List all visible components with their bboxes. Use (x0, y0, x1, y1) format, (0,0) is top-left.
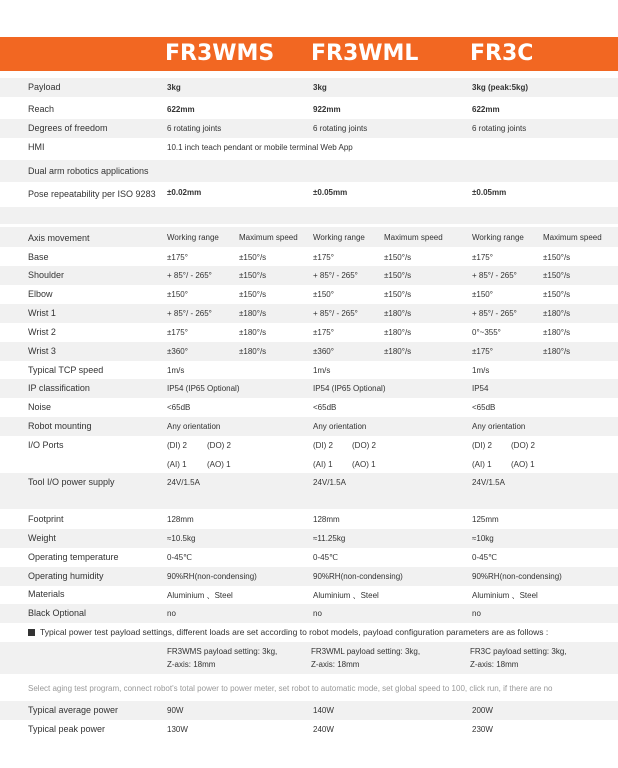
joint-range: + 85°/ - 265° (472, 271, 517, 280)
joint-speed: ±180°/s (384, 309, 412, 318)
spec-row-dual-arm (0, 160, 618, 182)
joint-range: + 85°/ - 265° (167, 271, 212, 280)
joint-label: Wrist 2 (28, 327, 56, 337)
spec-value: Any orientation (472, 422, 526, 431)
io-do: (DO) 2 (207, 441, 231, 450)
joint-speed: ±180°/s (543, 328, 571, 337)
spec-value: 24V/1.5A (313, 478, 346, 487)
io-ao: (AO) 1 (207, 460, 231, 469)
spec-label: Reach (28, 104, 55, 114)
axis-label: Axis movement (28, 233, 90, 243)
spec-label: Operating humidity (28, 571, 104, 581)
payload-setting-line: FR3WMS payload setting: 3kg, (167, 647, 278, 656)
spec-value: 230W (472, 725, 493, 734)
joint-speed: ±150°/s (384, 271, 412, 280)
spec-value: ≈10kg (472, 534, 494, 543)
range-header: Working range (472, 233, 524, 242)
spec-value: ≈10.5kg (167, 534, 196, 543)
spec-label: Payload (28, 82, 61, 92)
spec-label: Pose repeatability per ISO 9283 (28, 189, 156, 199)
spec-value: 128mm (167, 515, 194, 524)
joint-speed: ±180°/s (384, 328, 412, 337)
spec-row-footprint (0, 510, 618, 529)
joint-label: Wrist 1 (28, 308, 56, 318)
spec-row-repeatability (0, 182, 618, 204)
range-header: Working range (167, 233, 219, 242)
joint-range: ±175° (472, 347, 493, 356)
spec-label: Degrees of freedom (28, 123, 108, 133)
io-ai: (AI) 1 (472, 460, 492, 469)
joint-row-wrist-2 (0, 323, 618, 342)
spec-value: <65dB (472, 403, 496, 412)
spec-value: IP54 (IP65 Optional) (313, 384, 386, 393)
model-name-fr3c: FR3C (470, 41, 534, 66)
io-do: (DO) 2 (352, 441, 376, 450)
joint-range: ±150° (167, 290, 188, 299)
spec-value: 130W (167, 725, 188, 734)
joint-speed: ±180°/s (239, 328, 267, 337)
joint-range: 0°~355° (472, 328, 501, 337)
spec-value: <65dB (313, 403, 337, 412)
spec-value: no (472, 609, 481, 618)
joint-row-wrist-3 (0, 342, 618, 361)
spec-value: 6 rotating joints (472, 124, 527, 133)
spacer-band (0, 492, 618, 509)
spec-value: 1m/s (167, 366, 185, 375)
joint-range: ±150° (313, 290, 334, 299)
speed-header: Maximum speed (239, 233, 298, 242)
joint-speed: ±180°/s (239, 347, 267, 356)
aging-note-row (0, 680, 618, 698)
spec-value: 10.1 inch teach pendant or mobile terminal Web App (167, 143, 353, 152)
spec-value: 200W (472, 706, 493, 715)
spec-value: ±0.05mm (313, 188, 348, 197)
spec-row-hmi (0, 138, 618, 157)
spec-value: 90%RH(non-condensing) (472, 572, 562, 581)
joint-range: ±150° (472, 290, 493, 299)
spec-value: no (167, 609, 176, 618)
spec-value: 90%RH(non-condensing) (167, 572, 257, 581)
payload-setting-line: Z-axis: 18mm (311, 660, 360, 669)
square-bullet-icon (28, 629, 35, 636)
spec-row-materials (0, 585, 618, 604)
spec-value: Aluminium 、Steel (472, 591, 538, 600)
joint-range: + 85°/ - 265° (472, 309, 517, 318)
spec-row-noise (0, 398, 618, 417)
speed-header: Maximum speed (543, 233, 602, 242)
spec-value: <65dB (167, 403, 191, 412)
io-di: (DI) 2 (472, 441, 492, 450)
spec-label: Typical peak power (28, 724, 106, 734)
header-bar (0, 37, 618, 71)
spec-value: 90W (167, 706, 184, 715)
spec-row-reach (0, 100, 618, 119)
spec-value: no (313, 609, 322, 618)
spec-value: 3kg (peak:5kg) (472, 83, 529, 92)
spec-value: 0-45℃ (472, 553, 497, 562)
spec-row-black-optional (0, 604, 618, 623)
spec-row-weight (0, 529, 618, 548)
spec-label: Typical TCP speed (28, 365, 104, 375)
range-header: Working range (313, 233, 365, 242)
spec-value: 922mm (313, 105, 341, 114)
joint-speed: ±150°/s (543, 271, 571, 280)
spec-label: Tool I/O power supply (28, 477, 115, 487)
aging-note: Select aging test program, connect robot's total power to power meter, set robot to automatic mode, set global speed to 100, click run, if there are no (28, 684, 553, 693)
io-ai: (AI) 1 (313, 460, 333, 469)
joint-range: ±175° (167, 253, 188, 262)
spec-label: IP classification (28, 383, 90, 393)
spec-label: Dual arm robotics applications (28, 166, 149, 176)
spec-value: 1m/s (472, 366, 490, 375)
axis-header-row (0, 227, 618, 247)
spec-label: Robot mounting (28, 421, 92, 431)
joint-range: ±175° (472, 253, 493, 262)
spec-value: 3kg (313, 83, 327, 92)
joint-label: Shoulder (28, 270, 65, 280)
model-name-fr3wms: FR3WMS (165, 41, 275, 66)
payload-setting-line: Z-axis: 18mm (167, 660, 216, 669)
joint-speed: ±150°/s (384, 253, 412, 262)
joint-speed: ±180°/s (239, 309, 267, 318)
payload-setting-line: Z-axis: 18mm (470, 660, 519, 669)
spec-row-peak-power (0, 720, 618, 739)
payload-settings-row (0, 642, 618, 674)
joint-range: ±175° (167, 328, 188, 337)
joint-speed: ±150°/s (543, 290, 571, 299)
joint-speed: ±150°/s (384, 290, 412, 299)
joint-range: + 85°/ - 265° (167, 309, 212, 318)
spec-label: Black Optional (28, 608, 87, 618)
spec-value: ±0.05mm (472, 188, 507, 197)
joint-speed: ±150°/s (543, 253, 571, 262)
spec-value: 90%RH(non-condensing) (313, 572, 403, 581)
spec-value: IP54 (IP65 Optional) (167, 384, 240, 393)
joint-speed: ±150°/s (239, 271, 267, 280)
spec-value: 24V/1.5A (167, 478, 200, 487)
joint-range: ±175° (313, 253, 334, 262)
spec-label: Noise (28, 402, 52, 412)
spec-value: 24V/1.5A (472, 478, 505, 487)
joint-speed: ±150°/s (239, 253, 267, 262)
joint-range: ±175° (313, 328, 334, 337)
spec-value: 125mm (472, 515, 499, 524)
joint-range: ±360° (167, 347, 188, 356)
spec-row-payload (0, 78, 618, 97)
joint-row-elbow (0, 285, 618, 304)
spec-value: 1m/s (313, 366, 331, 375)
spec-row-dof (0, 119, 618, 138)
joint-speed: ±180°/s (543, 347, 571, 356)
spacer-band (0, 207, 618, 224)
spec-label: Typical average power (28, 705, 119, 715)
spec-value: 622mm (167, 105, 195, 114)
spec-value: 0-45℃ (167, 553, 192, 562)
spec-value: 6 rotating joints (167, 124, 222, 133)
joint-range: + 85°/ - 265° (313, 309, 358, 318)
spec-value: ±0.02mm (167, 188, 202, 197)
joint-speed: ±180°/s (543, 309, 571, 318)
power-note: Typical power test payload settings, different loads are set according to robot models, payload configuration parameters are as follows : (40, 627, 549, 637)
spec-value: 240W (313, 725, 334, 734)
io-di: (DI) 2 (167, 441, 187, 450)
io-ao: (AO) 1 (511, 460, 535, 469)
spec-value: IP54 (472, 384, 489, 393)
spec-row-ip (0, 379, 618, 398)
joint-range: + 85°/ - 265° (313, 271, 358, 280)
joint-label: Wrist 3 (28, 346, 56, 356)
spec-value: 128mm (313, 515, 340, 524)
spec-label: Footprint (28, 514, 64, 524)
io-do: (DO) 2 (511, 441, 535, 450)
spec-row-temperature (0, 548, 618, 567)
spec-row-humidity (0, 567, 618, 586)
spec-row-tcp-speed (0, 361, 618, 380)
spec-label: HMI (28, 142, 45, 152)
speed-header: Maximum speed (384, 233, 443, 242)
io-ai: (AI) 1 (167, 460, 187, 469)
joint-speed: ±150°/s (239, 290, 267, 299)
joint-speed: ±180°/s (384, 347, 412, 356)
spec-value: 3kg (167, 83, 181, 92)
spec-value: 140W (313, 706, 334, 715)
spec-row-io-ports (0, 436, 618, 473)
spec-value: 0-45℃ (313, 553, 338, 562)
io-ao: (AO) 1 (352, 460, 376, 469)
power-note-row (0, 623, 618, 642)
spec-value: 622mm (472, 105, 500, 114)
joint-row-shoulder (0, 266, 618, 285)
spec-label: Materials (28, 589, 65, 599)
spec-value: Aluminium 、Steel (313, 591, 379, 600)
payload-setting-line: FR3WML payload setting: 3kg, (311, 647, 421, 656)
spec-row-average-power (0, 701, 618, 720)
spec-row-mounting (0, 417, 618, 436)
spec-label: Weight (28, 533, 56, 543)
io-di: (DI) 2 (313, 441, 333, 450)
model-name-fr3wml: FR3WML (311, 41, 419, 66)
payload-setting-line: FR3C payload setting: 3kg, (470, 647, 567, 656)
spec-value: ≈11.25kg (313, 534, 346, 543)
joint-row-wrist-1 (0, 304, 618, 323)
spec-value: 6 rotating joints (313, 124, 368, 133)
spec-label: Operating temperature (28, 552, 119, 562)
joint-label: Base (28, 252, 49, 262)
joint-label: Elbow (28, 289, 53, 299)
joint-row-base (0, 248, 618, 267)
spec-label: I/O Ports (28, 440, 64, 450)
spec-value: Any orientation (167, 422, 221, 431)
spec-value: Aluminium 、Steel (167, 591, 233, 600)
spec-row-tool-io (0, 473, 618, 492)
joint-range: ±360° (313, 347, 334, 356)
spec-value: Any orientation (313, 422, 367, 431)
